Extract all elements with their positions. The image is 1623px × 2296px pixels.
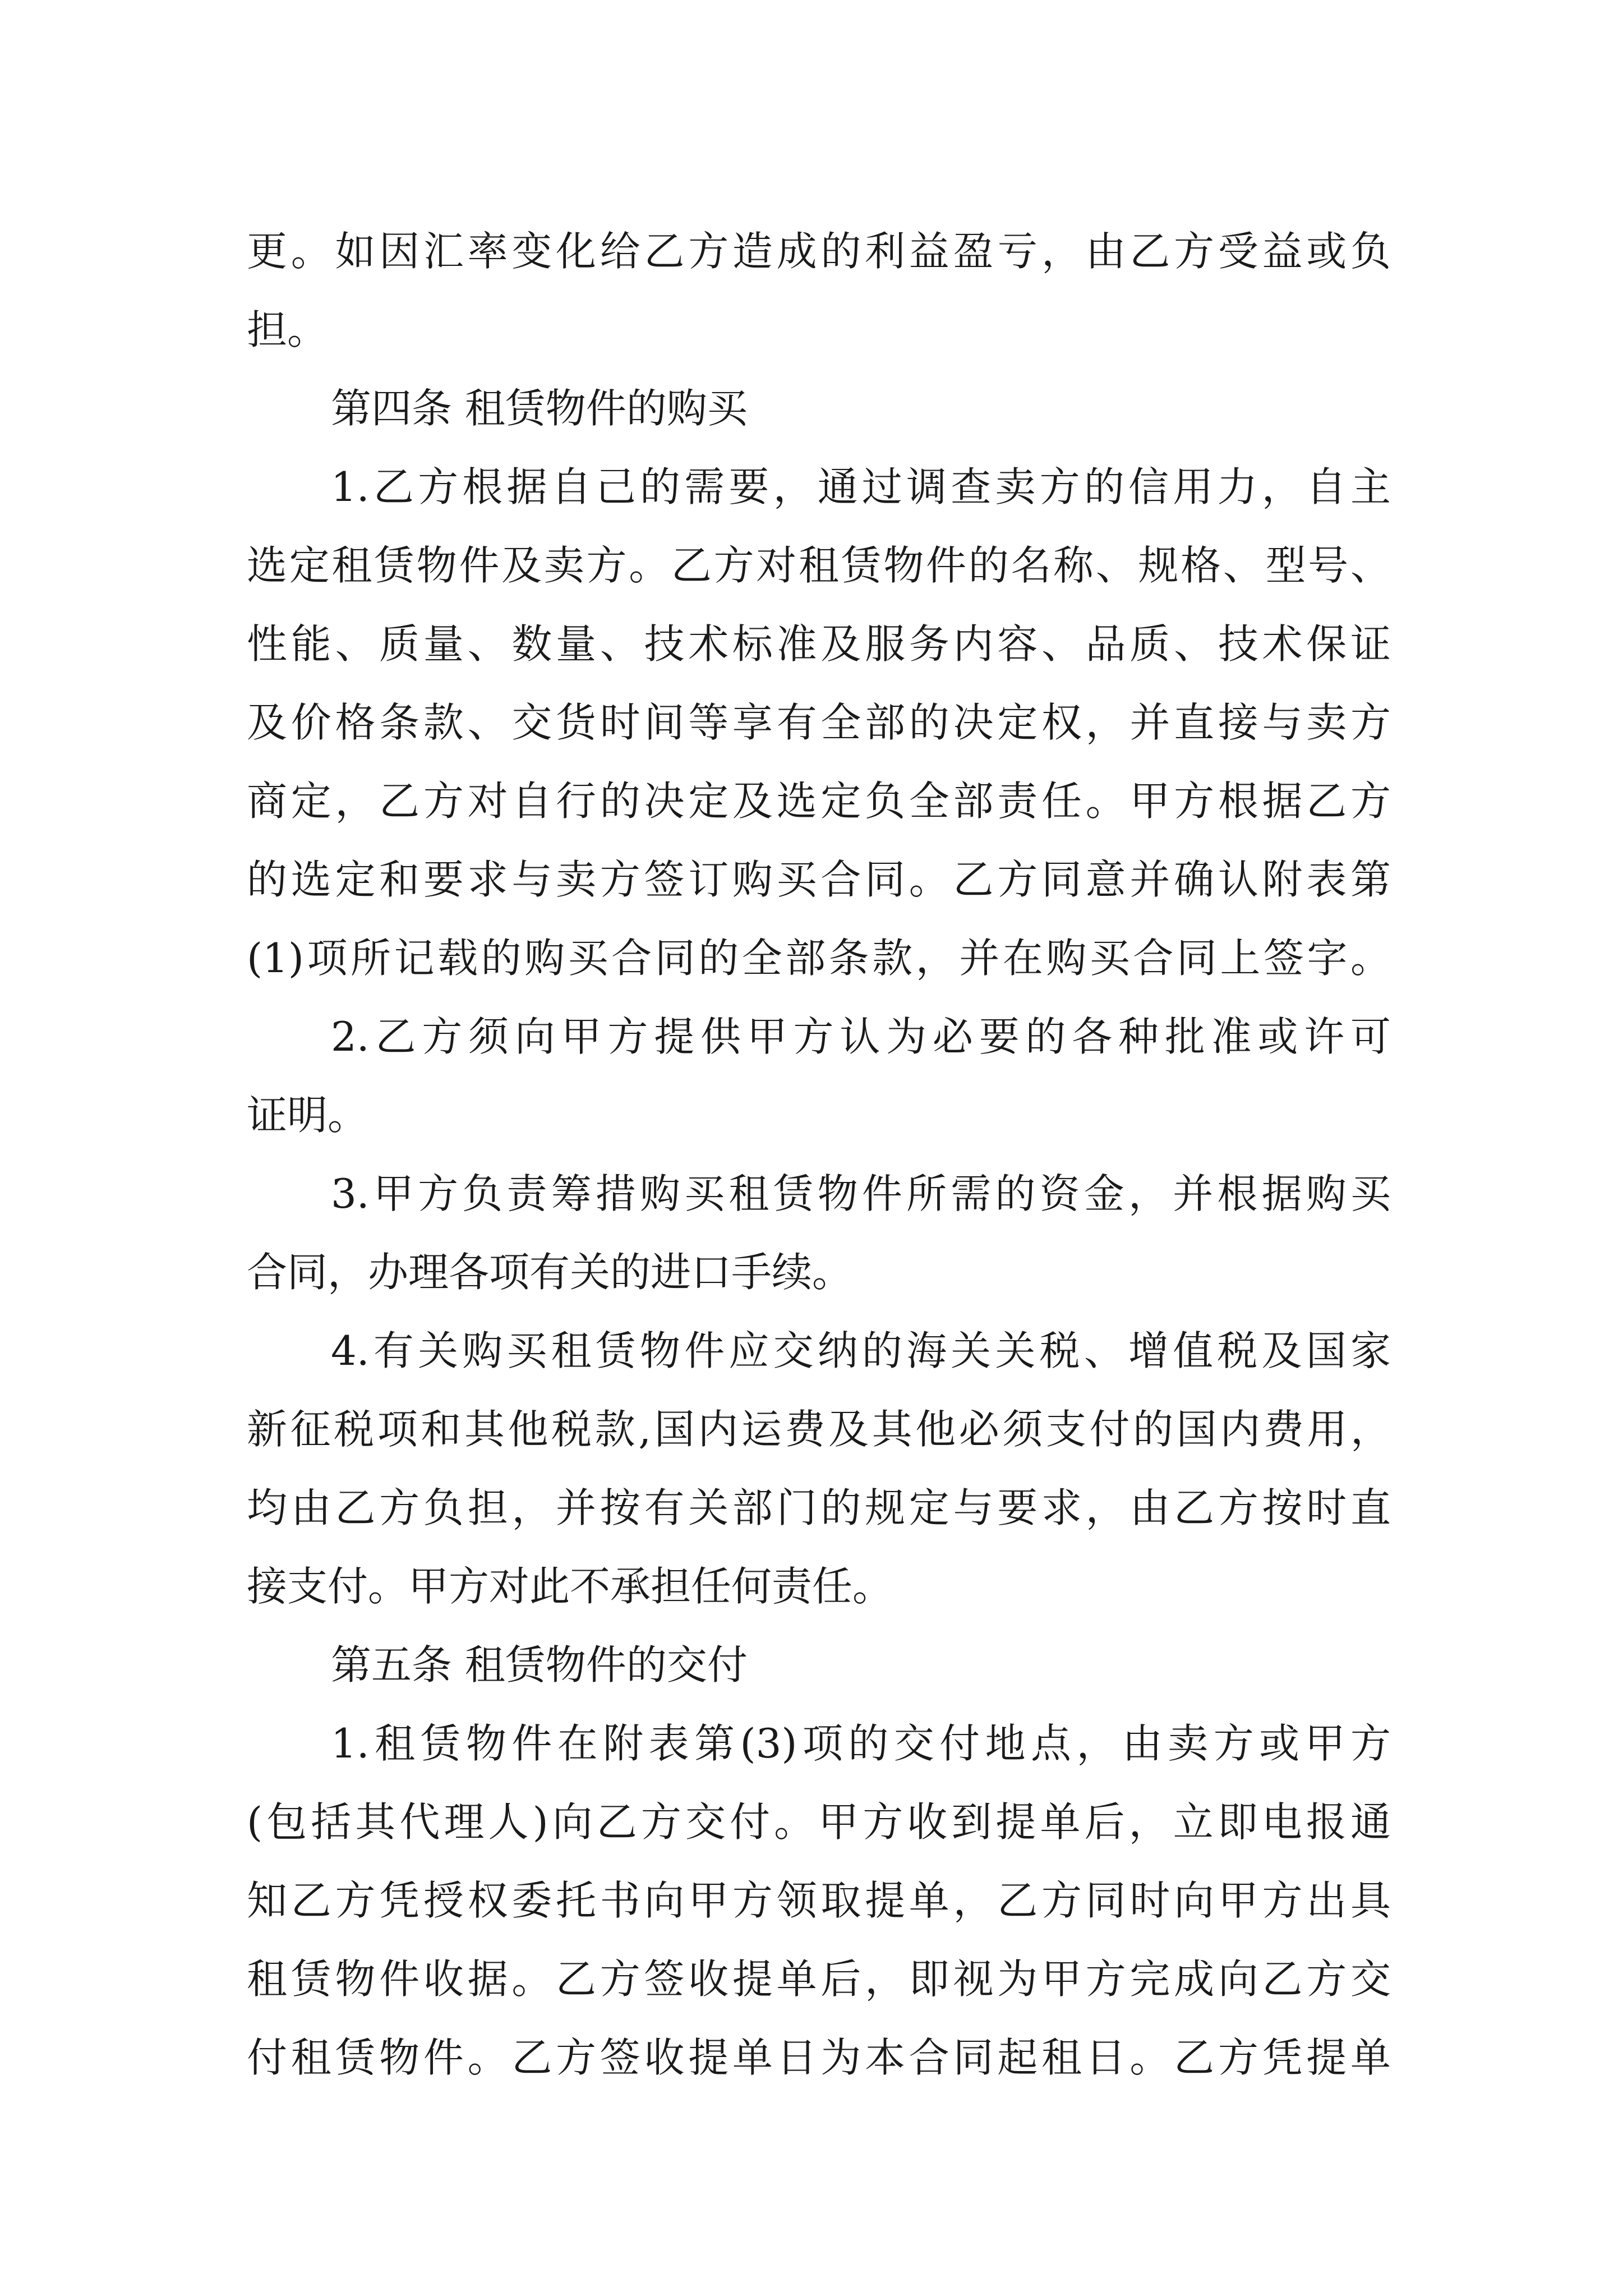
text-line: 第四条 租赁物件的购买 — [331, 385, 748, 432]
text-line: 性能、质量、数量、技术标准及服务内容、品质、技术保证 — [247, 620, 1391, 668]
text-line: 1.乙方根据自己的需要，通过调查卖方的信用力，自主 — [331, 463, 1391, 510]
text-line: 3.甲方负责筹措购买租赁物件所需的资金，并根据购买 — [331, 1170, 1391, 1217]
text-line: 的选定和要求与卖方签订购买合同。乙方同意并确认附表第 — [247, 856, 1391, 903]
text-line: 及价格条款、交货时间等享有全部的决定权，并直接与卖方 — [247, 699, 1391, 746]
text-line: 2.乙方须向甲方提供甲方认为必要的各种批准或许可 — [331, 1013, 1391, 1060]
text-line: 4.有关购买租赁物件应交纳的海关关税、增值税及国家 — [331, 1327, 1391, 1374]
text-line: (包括其代理人)向乙方交付。甲方收到提单后，立即电报通 — [247, 1798, 1391, 1846]
text-line: 付租赁物件。乙方签收提单日为本合同起租日。乙方凭提单 — [247, 2034, 1391, 2081]
text-line: 知乙方凭授权委托书向甲方领取提单，乙方同时向甲方出具 — [247, 1877, 1391, 1924]
text-line: 更。如因汇率变化给乙方造成的利益盈亏，由乙方受益或负 — [247, 228, 1391, 275]
text-line: 证明。 — [247, 1092, 368, 1139]
text-line: 选定租赁物件及卖方。乙方对租赁物件的名称、规格、型号、 — [247, 542, 1391, 589]
text-line: 均由乙方负担，并按有关部门的规定与要求，由乙方按时直 — [247, 1484, 1391, 1531]
text-line: 商定，乙方对自行的决定及选定负全部责任。甲方根据乙方 — [247, 777, 1391, 825]
text-line: 新征税项和其他税款,国内运费及其他必须支付的国内费用， — [247, 1406, 1391, 1453]
text-line: 合同，办理各项有关的进口手续。 — [247, 1249, 853, 1296]
text-line: 租赁物件收据。乙方签收提单后，即视为甲方完成向乙方交 — [247, 1955, 1391, 2003]
text-line: 第五条 租赁物件的交付 — [331, 1641, 748, 1688]
text-line: 担。 — [247, 306, 328, 353]
text-line: 1.租赁物件在附表第(3)项的交付地点，由卖方或甲方 — [331, 1720, 1391, 1767]
contract-text-body — [247, 212, 1391, 2097]
text-line: 接支付。甲方对此不承担任何责任。 — [247, 1563, 893, 1610]
text-line: (1)项所记载的购买合同的全部条款，并在购买合同上签字。 — [247, 935, 1391, 982]
